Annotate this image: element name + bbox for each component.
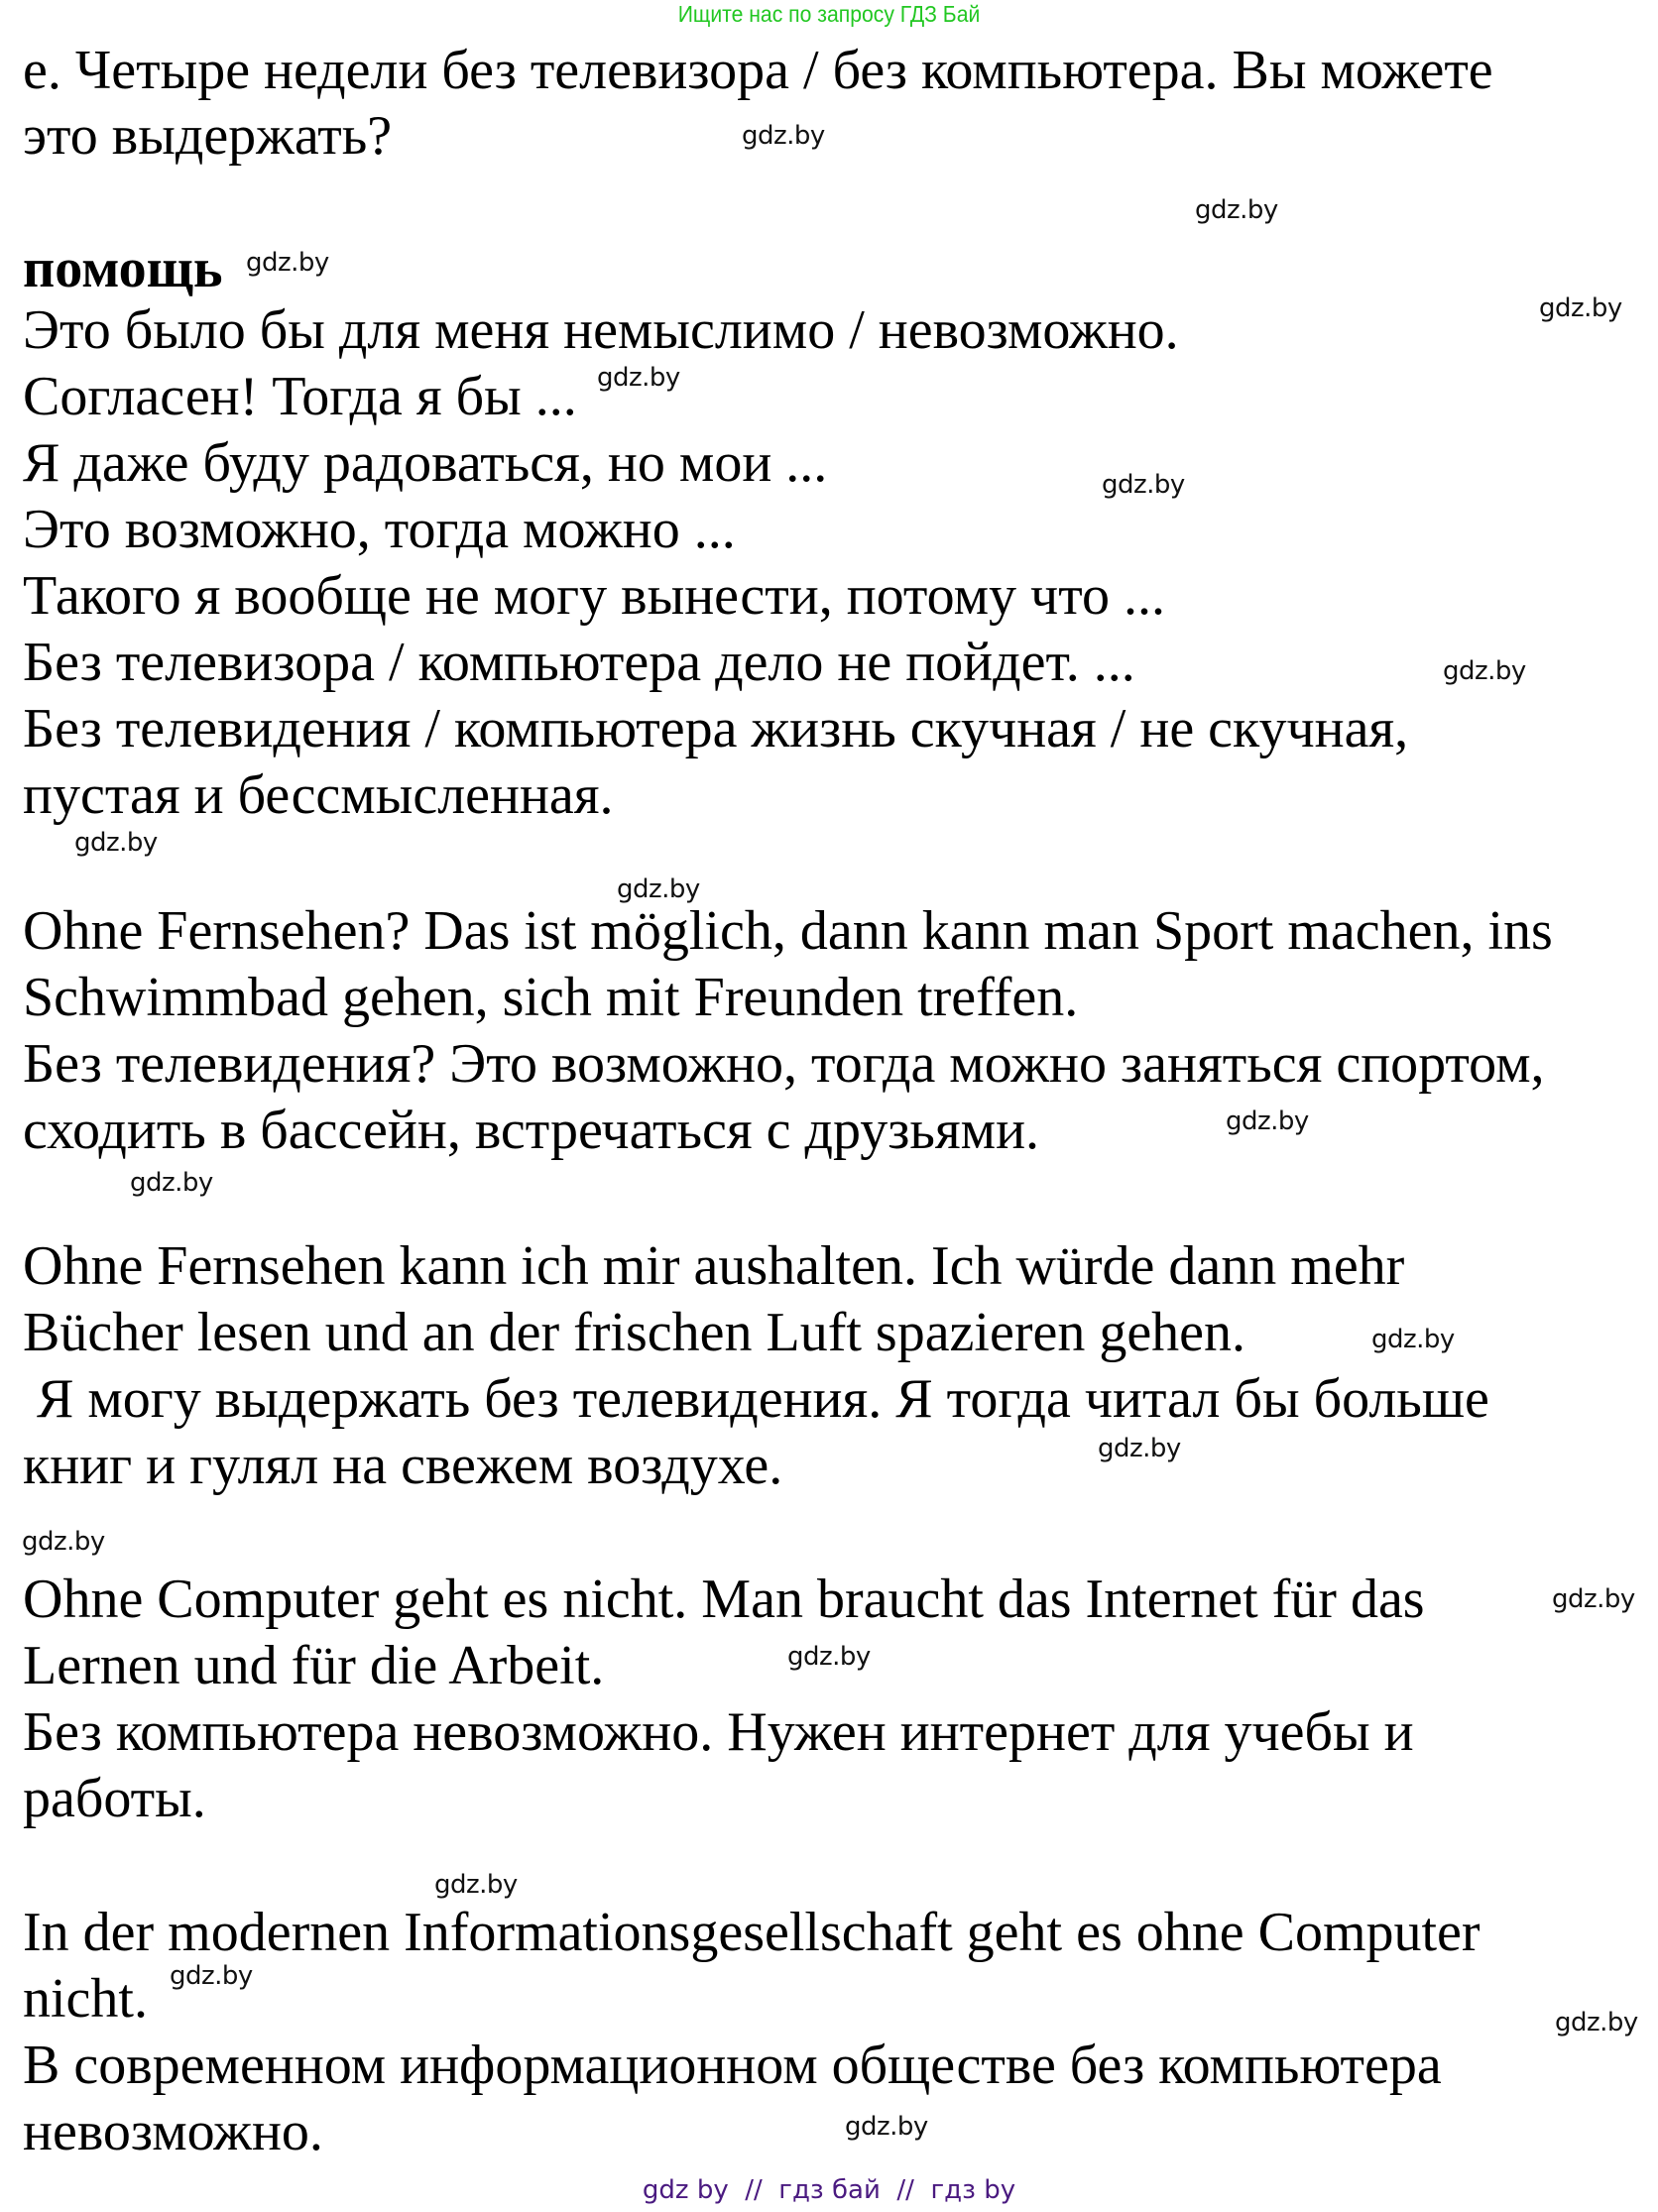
footer-links[interactable]: gdz by // гдз бай // гдз by [642, 2175, 1016, 2205]
help-heading: помощь [23, 238, 223, 299]
answer-russian-line: Без компьютера невозможно. Нужен интернет для учебы и [23, 1701, 1414, 1763]
answer-german-line: In der modernen Informationsgesellschaft geht es ohne Computer [23, 1902, 1480, 1963]
promo-header[interactable]: Ищите нас по запросу ГДЗ Бай [677, 1, 981, 27]
watermark: gdz.by [845, 2112, 928, 2142]
help-phrase: Это возможно, тогда можно ... [23, 499, 736, 560]
help-phrase: Это было бы для меня немыслимо / невозможно. [23, 299, 1179, 361]
answer-german-line: Ohne Fernsehen? Das ist möglich, dann kann man Sport machen, ins [23, 900, 1553, 962]
help-phrase: пустая и бессмысленная. [23, 764, 614, 826]
watermark: gdz.by [246, 248, 329, 278]
answer-german-line: Ohne Fernsehen kann ich mir aushalten. Ich würde dann mehr [23, 1235, 1405, 1297]
watermark: gdz.by [597, 363, 680, 393]
answer-german-line: Ohne Computer geht es nicht. Man braucht das Internet für das [23, 1569, 1425, 1630]
help-phrase: Я даже буду радоваться, но мои ... [23, 432, 828, 494]
answer-russian-line: Я могу выдержать без телевидения. Я тогда читал бы больше [23, 1368, 1489, 1430]
watermark: gdz.by [742, 121, 825, 151]
watermark: gdz.by [1539, 293, 1622, 323]
task-line: е. Четыре недели без телевизора / без компьютера. Вы можете [23, 40, 1493, 101]
answer-german-line: Lernen und für die Arbeit. [23, 1635, 605, 1696]
answer-russian-line: книг и гулял на свежем воздухе. [23, 1435, 783, 1496]
watermark: gdz.by [1552, 1584, 1635, 1614]
help-phrase: Согласен! Тогда я бы ... [23, 366, 577, 427]
watermark: gdz.by [787, 1642, 871, 1672]
task-line: это выдержать? [23, 105, 393, 167]
answer-russian-line: работы. [23, 1768, 206, 1829]
help-phrase: Такого я вообще не могу вынести, потому что ... [23, 565, 1165, 627]
watermark: gdz.by [22, 1527, 105, 1557]
watermark: gdz.by [130, 1168, 213, 1198]
watermark: gdz.by [1098, 1434, 1181, 1463]
watermark: gdz.by [1195, 195, 1278, 225]
watermark: gdz.by [1371, 1325, 1455, 1354]
answer-russian-line: сходить в бассейн, встречаться с друзьями. [23, 1100, 1040, 1161]
help-phrase: Без телевизора / компьютера дело не пойдет. ... [23, 632, 1135, 693]
watermark: gdz.by [74, 828, 158, 858]
watermark: gdz.by [1555, 2008, 1638, 2037]
answer-german-line: Schwimmbad gehen, sich mit Freunden treffen. [23, 967, 1079, 1028]
watermark: gdz.by [170, 1961, 253, 1991]
answer-russian-line: невозможно. [23, 2101, 323, 2162]
watermark: gdz.by [1226, 1106, 1309, 1136]
answer-russian-line: Без телевидения? Это возможно, тогда можно заняться спортом, [23, 1033, 1545, 1095]
watermark: gdz.by [1102, 470, 1185, 500]
answer-german-line: Bücher lesen und an der frischen Luft spazieren gehen. [23, 1302, 1246, 1363]
answer-german-line: nicht. [23, 1968, 148, 2030]
watermark: gdz.by [617, 874, 700, 904]
answer-russian-line: В современном информационном обществе без компьютера [23, 2035, 1442, 2096]
watermark: gdz.by [1443, 656, 1526, 686]
help-phrase: Без телевидения / компьютера жизнь скучная / не скучная, [23, 698, 1409, 759]
watermark: gdz.by [434, 1870, 518, 1900]
